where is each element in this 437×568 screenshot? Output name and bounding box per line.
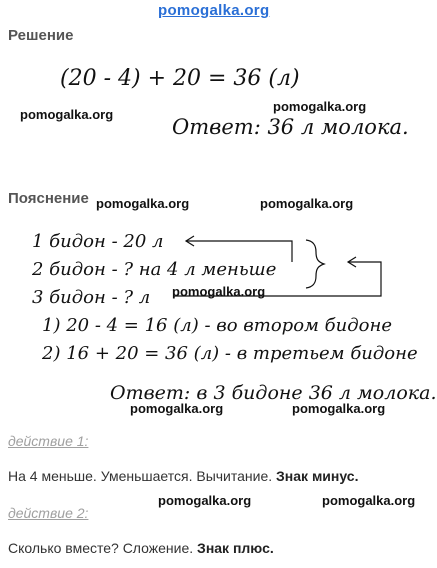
watermark: pomogalka.org [260,196,354,211]
action-2-sign: Знак плюс. [197,540,274,556]
watermark: pomogalka.org [322,493,416,508]
condition-line-1: 1 бидон - 20 л [32,231,164,252]
explanation-answer: Ответ: в 3 бидоне 36 л молока. [110,382,437,404]
watermark: pomogalka.org [172,284,266,299]
solution-equation: (20 - 4) + 20 = 36 (л) [60,66,300,91]
action-1-description: На 4 меньше. Уменьшается. Вычитание. [8,468,273,484]
watermark: pomogalka.org [273,99,367,114]
action-2-description: Сколько вместе? Сложение. [8,540,194,556]
action-2-text [8,540,274,556]
watermark: pomogalka.org [96,196,190,211]
solution-answer: Ответ: 36 л молока. [172,115,409,139]
condition-line-3: 3 бидон - ? л [32,287,151,308]
watermark: pomogalka.org [158,493,252,508]
arrow-to-brace [174,262,381,296]
action-1-text [8,468,358,484]
site-header-link[interactable]: pomogalka.org [158,2,270,19]
watermark: pomogalka.org [20,107,114,122]
explanation-heading: Пояснение [8,190,89,207]
watermark: pomogalka.org [130,401,224,416]
step-1: 1) 20 - 4 = 16 (л) - во втором бидоне [42,315,393,336]
condition-line-2: 2 бидон - ? на 4 л меньше [32,259,277,280]
action-1-link[interactable]: действие 1: [8,433,89,449]
brace-icon [306,240,324,288]
action-2-link[interactable]: действие 2: [8,505,89,521]
arrow-to-line-1 [186,241,292,262]
action-1-sign: Знак минус. [276,468,359,484]
watermark: pomogalka.org [292,401,386,416]
step-2: 2) 16 + 20 = 36 (л) - в третьем бидоне [42,343,418,364]
solution-heading: Решение [8,27,74,44]
